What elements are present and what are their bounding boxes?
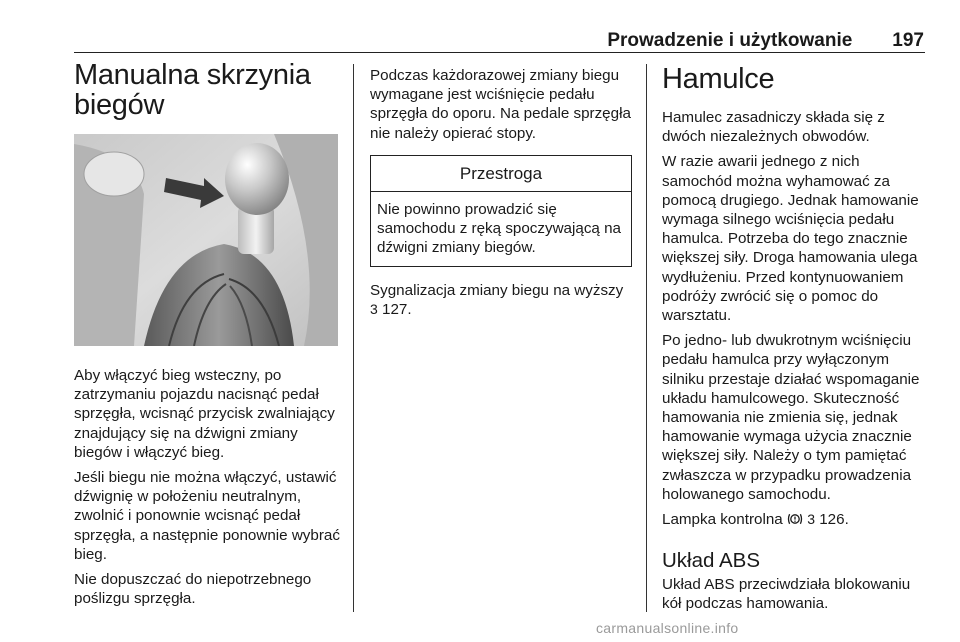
header-rule (74, 52, 925, 53)
brake-warning-icon (787, 512, 803, 526)
reference-arrow-icon: 3 (807, 511, 815, 528)
paragraph-shift-indicator (370, 281, 632, 319)
column-clutch (370, 66, 632, 325)
column-manual-gearbox (74, 60, 342, 614)
caution-title: Przestroga (371, 156, 631, 192)
paragraph: Hamulec zasadniczy składa się z dwóch niezależnych obwodów. (662, 109, 885, 146)
caution-text: Nie powinno prowadzić się samochodu z ręką spoczywającą na dźwigni zmiany biegów. (377, 201, 621, 257)
paragraph: W razie awarii jednego z nich samochód można wyhamować za pomocą drugiego. Jednak hamowanie wymaga silnego wciśnięcia pedału hamulca. Potrzeba do tego znacznie większej siły. Droga hamowania ulega wydłużeniu. Przed kontynuowaniem podróży zwrócić się o pomoc do warsztatu. (662, 153, 919, 325)
gear-lever-photo (74, 134, 338, 346)
paragraph-control-lamp (662, 510, 926, 529)
column-divider-2 (646, 64, 647, 612)
paragraph: Po jedno- lub dwukrotnym wciśnięciu pedału hamulca przy wyłączonym silniku przestaje działać wspomaganie układu hamulcowego. Skuteczność hamowania nie zmienia się, jednak hamowanie wymaga użycia znacznie większej siły. Należy o tym pamiętać zwłaszcza w przypadku prowadzenia holowanego samochodu. (662, 332, 920, 503)
page-number: 197 (892, 30, 924, 51)
page-header (74, 30, 924, 52)
paragraph: Aby włączyć bieg wsteczny, po zatrzymaniu pojazdu nacisnąć pedał sprzęgła, wcisnąć przycisk zwalniający znajdujący się na dźwigni zmiany biegów i włączyć bieg. (74, 367, 335, 461)
control-lamp-text: Lampka kontrolna (662, 511, 783, 529)
reference-arrow-icon: 3 (370, 300, 378, 317)
watermark: carmanualsonline.info (596, 620, 739, 636)
caution-box (370, 155, 632, 267)
section-heading-abs: Układ ABS (662, 549, 760, 573)
column-brakes (662, 64, 926, 620)
page-reference-link[interactable]: 127. (382, 300, 412, 318)
paragraph: Podczas każdorazowej zmiany biegu wymagane jest wciśnięcie pedału sprzęgła do oporu. Na pedale sprzęgła nie należy opierać stopy. (370, 67, 631, 142)
section-heading-manual-gearbox: Manualna skrzynia biegów (74, 59, 311, 121)
paragraph: Jeśli biegu nie można włączyć, ustawić dźwignię w położeniu neutralnym, zwolnić i ponownie wcisnąć pedał sprzęgła, a następnie ponownie wybrać bieg. (74, 469, 340, 563)
page-reference-link[interactable]: 126. (819, 511, 849, 529)
shift-indicator-text: Sygnalizacja zmiany biegu na wyższy (370, 281, 624, 299)
paragraph: Układ ABS przeciwdziała blokowaniu kół podczas hamowania. (662, 576, 911, 613)
section-heading-brakes: Hamulce (662, 63, 775, 95)
column-divider-1 (353, 64, 354, 612)
running-title: Prowadzenie i użytkowanie (607, 30, 853, 51)
paragraph: Nie dopuszczać do niepotrzebnego poślizgu sprzęgła. (74, 571, 312, 608)
